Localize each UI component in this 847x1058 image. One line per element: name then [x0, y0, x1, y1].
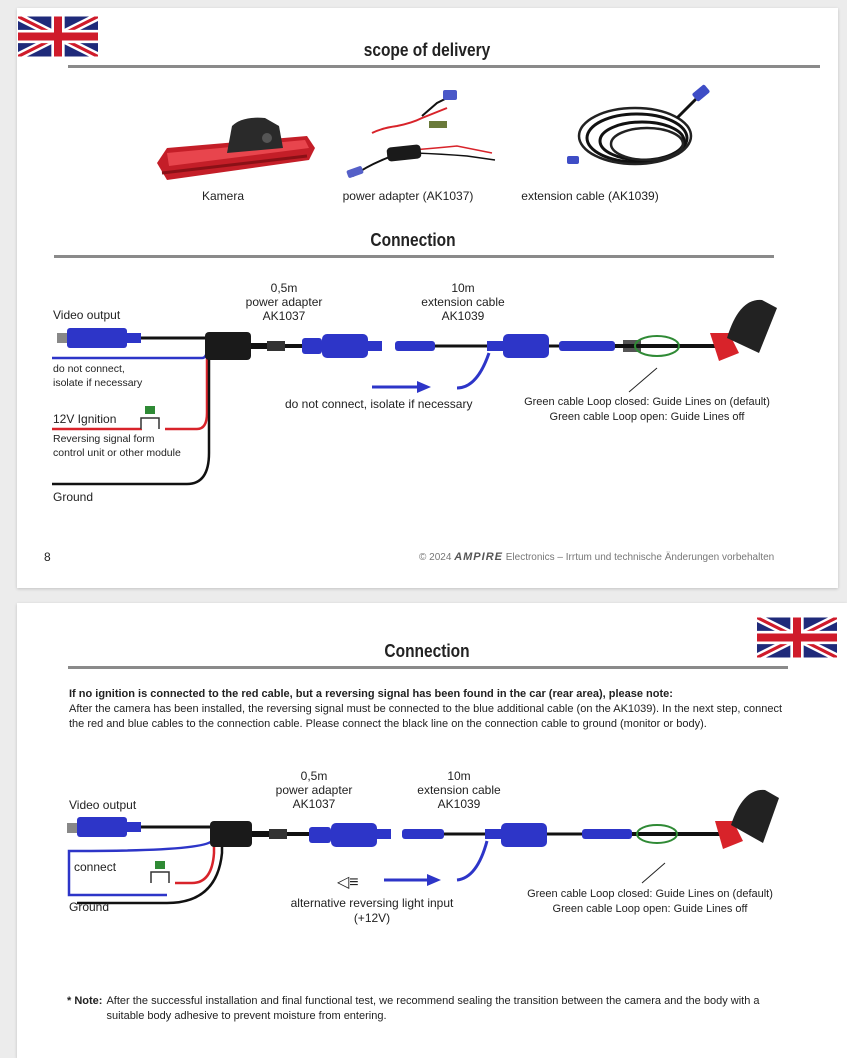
wiring-diagram-2	[17, 603, 847, 1058]
connection-title: Connection	[370, 230, 456, 250]
note-body: After the camera has been installed, the reversing signal must be connected to the blue additional cable (on the AK1039). In the next step, connect the red and blue cables to the connection cable. Please connect the black line on the connection cable to ground (monitor or body).	[69, 703, 783, 730]
fuse-icon	[145, 406, 155, 414]
connection-title-2: Connection	[384, 641, 470, 661]
blue-wire	[52, 348, 207, 358]
manual-page-8	[17, 8, 838, 588]
footer-year: 2024	[429, 552, 452, 563]
arrow-icon	[417, 381, 431, 393]
adapter-code-2: AK1037	[292, 797, 336, 811]
footer-text: Electronics – Irrtum und technische Änderungen vorbehalten	[505, 552, 775, 563]
video-output-label: Video output	[53, 308, 121, 322]
ground-label: Ground	[53, 490, 94, 504]
connector-ext-out	[503, 334, 549, 358]
do-not-connect-2: isolate if necessary	[53, 377, 143, 389]
do-not-connect-center: do not connect, isolate if necessary	[285, 397, 473, 411]
adapter-name: power adapter	[245, 295, 323, 309]
loop-open-text-2: Green cable Loop open: Guide Lines off	[552, 903, 748, 915]
headlight-icon: ◁≡	[337, 874, 359, 891]
adapter-name-2: power adapter	[275, 783, 353, 797]
ext-length: 10m	[451, 281, 475, 295]
rca-tip	[57, 333, 67, 343]
reversing-signal-1: Reversing signal form	[53, 433, 155, 445]
copyright-icon: ©	[419, 552, 427, 563]
ext-name-2: extension cable	[417, 783, 501, 797]
scope-of-delivery-title: scope of delivery	[363, 40, 491, 60]
note-heading: If no ignition is connected to the red cable, but a reversing signal has been found in the car (rear area), please note:	[69, 688, 673, 700]
adapter-length-2: 0,5m	[300, 769, 328, 783]
ext-code-2: AK1039	[437, 797, 481, 811]
page-number: 8	[44, 550, 51, 564]
reversing-signal-2: control unit or other module	[53, 447, 181, 459]
ext-length-2: 10m	[447, 769, 471, 783]
do-not-connect-1: do not connect,	[53, 363, 125, 375]
loop-closed-text-2: Green cable Loop closed: Guide Lines on (default)	[527, 888, 773, 900]
footnote-marker: * Note:	[67, 995, 103, 1007]
footnote	[67, 994, 797, 1024]
adapter-length: 0,5m	[270, 281, 298, 295]
adapter-code: AK1037	[262, 309, 306, 323]
connector-ext-in	[395, 341, 435, 351]
connector-adapter	[322, 334, 368, 358]
ignition-label: 12V Ignition	[53, 412, 117, 426]
ampire-logo: AMPIRE	[454, 551, 503, 563]
item-label-power-adapter: power adapter (AK1037)	[342, 189, 474, 203]
power-adapter-box	[205, 332, 251, 360]
alt-input-2: (+12V)	[353, 911, 391, 925]
footer	[419, 551, 774, 563]
red-wire	[165, 348, 207, 429]
alt-input-1: alternative reversing light input	[290, 896, 454, 910]
manual-page-9	[17, 603, 847, 1058]
video-output-label-2: Video output	[69, 798, 137, 812]
footnote-text: After the successful installation and final functional test, we recommend sealing the transition between the camera and the body with a suitable body adhesive to prevent moisture from entering.	[106, 995, 760, 1022]
ext-code: AK1039	[441, 309, 485, 323]
item-label-extension-cable: extension cable (AK1039)	[521, 189, 659, 203]
loop-closed-text: Green cable Loop closed: Guide Lines on (default)	[524, 396, 770, 408]
item-label-camera: Kamera	[201, 189, 245, 203]
ext-name: extension cable	[421, 295, 505, 309]
ground-label-2: Ground	[69, 900, 110, 914]
loop-open-text: Green cable Loop open: Guide Lines off	[549, 411, 745, 423]
connect-label: connect	[74, 860, 117, 874]
rca-plug	[67, 328, 127, 348]
